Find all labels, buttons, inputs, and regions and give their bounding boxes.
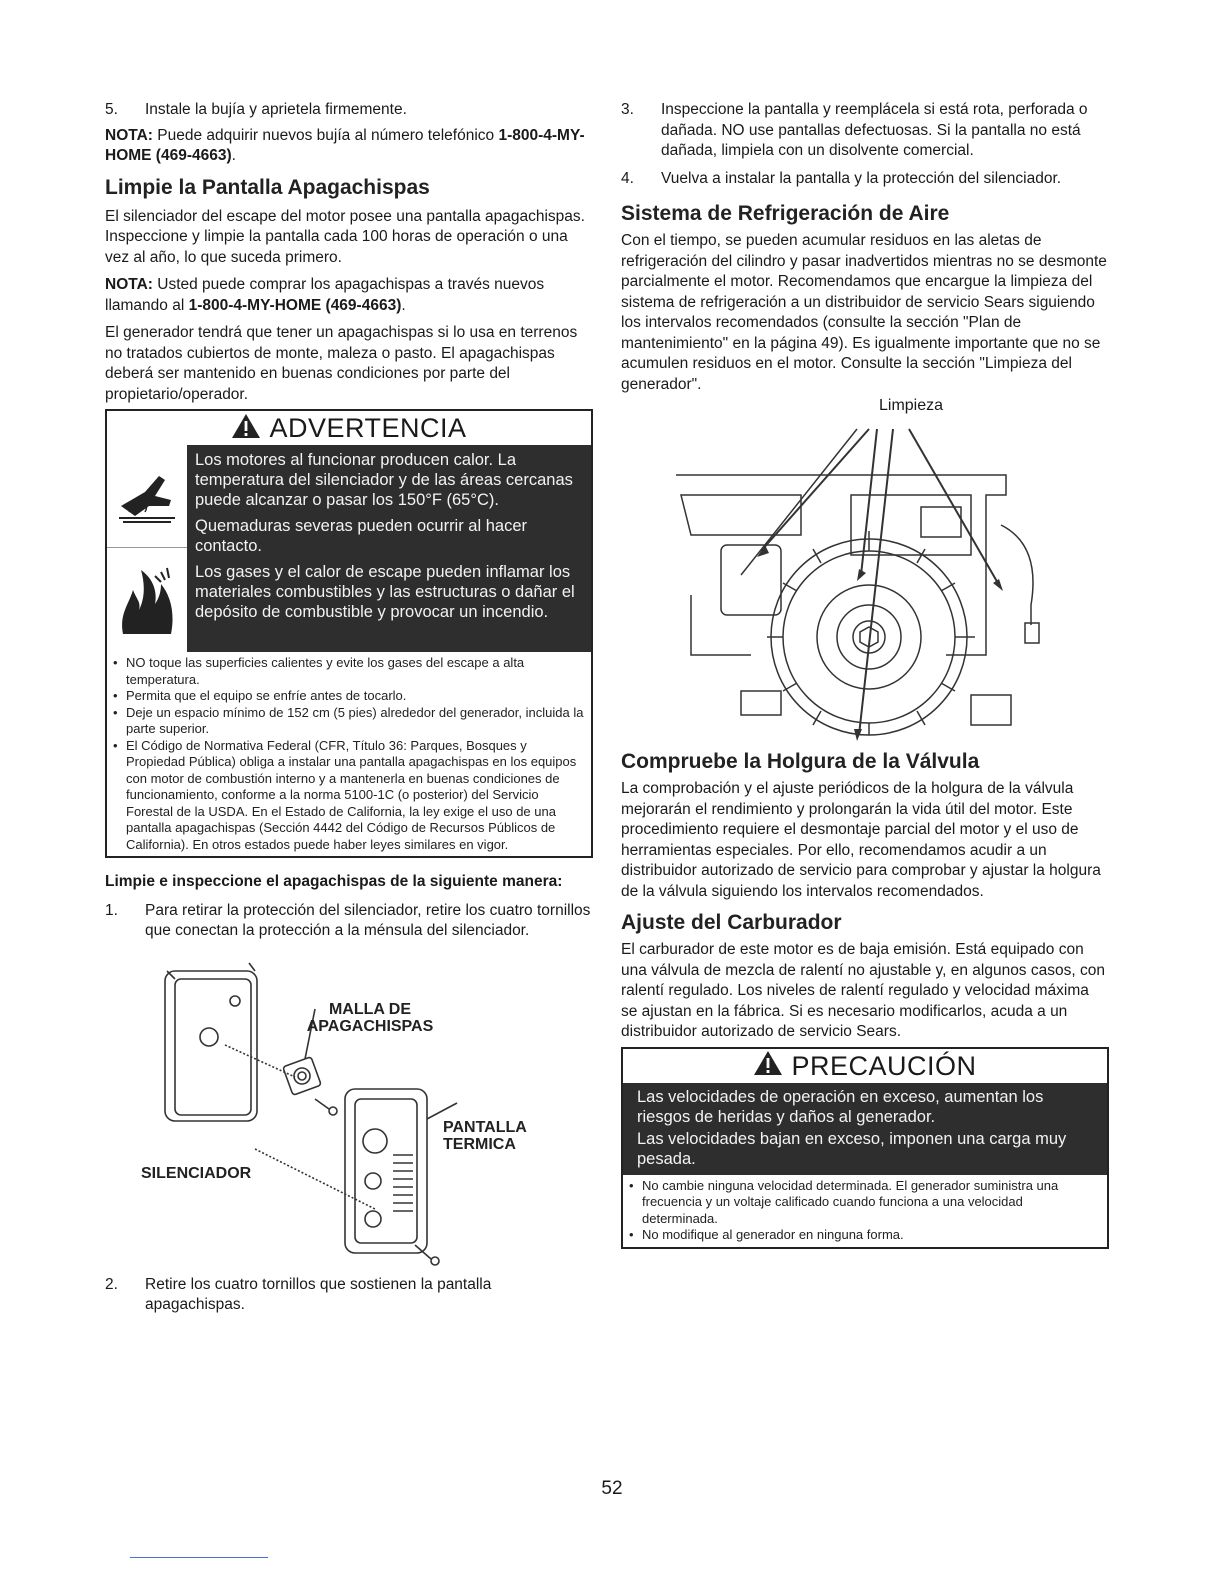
- right-column: [621, 100, 1109, 1249]
- left-column: [105, 100, 593, 1323]
- heading-holgura: Compruebe la Holgura de la Válvula: [621, 750, 980, 773]
- step-5: 5. Instale la bujía y aprietela firmemente.: [105, 101, 407, 118]
- warning-hazards: [107, 445, 591, 652]
- list-item: • NO toque las superficies calientes y evite los gases del escape a alta temperatura.: [113, 655, 525, 687]
- caution-bullets: [623, 1175, 1107, 1247]
- muffler-figure: [105, 949, 593, 1269]
- list-item: • Deje un espacio mínimo de 152 cm (5 pies) alrededor del generador, incluida la parte superior.: [113, 704, 584, 736]
- warning-bullets: [107, 652, 591, 856]
- caution-text-2: Las velocidades bajan en exceso, imponen una carga muy pesada.: [637, 1129, 1067, 1168]
- engine-diagram: [621, 395, 1109, 749]
- list-item: • El Código de Normativa Federal (CFR, Título 36: Parques, Bosques y Propiedad Pública) obliga a instalar una pantalla apagachispas en los equipos con motor de combustión interno y a mantenerla en buenas condiciones de funcionamiento, conforme a la norma 5100-1C (o posterior) del Servicio Forestal de la USDA. En el Estado de California, la ley exige el uso de una pantalla apagachispas (Sección 4442 del Código de Recursos Públicos de California). En otros estados puede haber leyes similares en vigor.: [113, 737, 577, 852]
- engine-figure: [621, 395, 1109, 749]
- heading-refrigeracion: Sistema de Refrigeración de Aire: [621, 202, 950, 225]
- paragraph-carburador: El carburador de este motor es de baja emisión. Está equipado con una válvula de mezcla de ralentí no ajustable y, en algunos casos, con ralentí regulado. Los niveles de ralentí regulado y velocidad máxima se ajustan en la fábrica. Si es necesario modificarlos, acuda a un distribuidor autorizado de servicio Sears.: [621, 941, 1105, 1040]
- heading-carburador: Ajuste del Carburador: [621, 911, 842, 934]
- label-malla: MALLA DE APAGACHISPAS: [306, 1000, 434, 1035]
- subheading-limpie-inspeccione: Limpie e inspeccione el apagachispas de la siguiente manera:: [105, 873, 563, 890]
- muffler-diagram: [105, 949, 593, 1269]
- step-2: 2. Retire los cuatro tornillos que sostienen la pantalla apagachispas.: [105, 1275, 492, 1313]
- paragraph-generador: El generador tendrá que tener un apagachispas si lo usa en terrenos no tratados cubiertos de monte, maleza o pasto. El apagachispas deberá ser mantenido en buenas condiciones por parte del propietario/operador.: [105, 324, 578, 403]
- warning-title: ADVERTENCIA: [107, 411, 591, 445]
- paragraph-refrigeracion: Con el tiempo, se pueden acumular residuos en las aletas de refrigeración del cilindro y pasar inadvertidos mientras no se desmonte parcialmente el motor. Recomendamos que encargue la limpieza del sistema de refrigeración a un distribuidor de servicio Sears siguiendo los intervalos recomendados (consulte la sección "Plan de mantenimiento" en la página 49). Es igualmente importante que no se acumulen residuos en el motor. Consulte la sección "Limpieza del generador".: [621, 232, 1107, 393]
- footer-rule: [130, 1557, 268, 1558]
- caution-title: PRECAUCIÓN: [623, 1049, 1107, 1083]
- burn-hazard-icon: [107, 445, 187, 548]
- step-4: 4. Vuelva a instalar la pantalla y la protección del silenciador.: [621, 169, 1062, 187]
- label-pantalla: PANTALLA TERMICA: [443, 1118, 527, 1153]
- step-3: 3. Inspeccione la pantalla y reemplácela si está rota, perforada o dañada. NO use pantallas defectuosas. Si la pantalla no está dañada, limpiela con un disolvente comercial.: [621, 101, 1088, 159]
- warning-fire-text: Los gases y el calor de escape pueden inflamar los materiales combustibles y las estructuras o dañar el depósito de combustible y provocar un incendio.: [187, 559, 591, 628]
- caution-text-1: Las velocidades de operación en exceso, aumentan los riesgos de heridas y daños al generador.: [637, 1087, 1044, 1126]
- step-1: 1. Para retirar la protección del silenciador, retire los cuatro tornillos que conectan la protección a la ménsula del silenciador.: [105, 901, 591, 939]
- list-item: • No cambie ninguna velocidad determinada. El generador suministra una frecuencia y un voltaje calificado cuando funciona a una velocidad determinada.: [629, 1177, 1059, 1226]
- nota-1: NOTA: Puede adquirir nuevos bujía al número telefónico 1-800-4-MY-HOME (469-4663).: [105, 126, 585, 164]
- warning-triangle-icon: [231, 413, 261, 447]
- page-number: 52: [601, 1478, 623, 1499]
- paragraph-silenciador: El silenciador del escape del motor posee una pantalla apagachispas. Inspeccione y limpie la pantalla cada 100 horas de operación o una vez al año, lo que suceda primero.: [105, 207, 585, 266]
- warning-burn-text: Quemaduras severas pueden ocurrir al hacer contacto.: [187, 513, 591, 559]
- warning-heat-text: Los motores al funcionar producen calor. La temperatura del silenciador y de las áreas cercanas puede alcanzar o pasar los 150°F (65°C).: [187, 445, 591, 513]
- list-item: • Permita que el equipo se enfríe antes de tocarlo.: [113, 688, 407, 703]
- heading-limpie-pantalla: Limpie la Pantalla Apagachispas: [105, 175, 430, 199]
- nota-2: NOTA: Usted puede comprar los apagachispas a través nuevos llamando al 1-800-4-MY-HOME (469-4663).: [105, 276, 545, 314]
- label-limpieza: Limpieza: [879, 397, 944, 414]
- caution-box: [621, 1047, 1109, 1249]
- list-item: • No modifique al generador en ninguna forma.: [629, 1227, 904, 1242]
- fire-hazard-icon: [107, 548, 187, 652]
- warning-box: [105, 409, 593, 858]
- warning-triangle-icon: [753, 1050, 783, 1084]
- label-silenciador: SILENCIADOR: [141, 1164, 252, 1182]
- paragraph-holgura: La comprobación y el ajuste periódicos de la holgura de la válvula mejorarán el rendimiento y prolongarán la vida útil del motor. Este procedimiento requiere el desmontaje parcial del motor y el uso de herramientas especiales. Por ello, recomendamos acudir a un distribuidor autorizado de servicio para comprobar y ajustar la holgura de la válvula siguiendo los intervalos recomendados.: [621, 780, 1101, 900]
